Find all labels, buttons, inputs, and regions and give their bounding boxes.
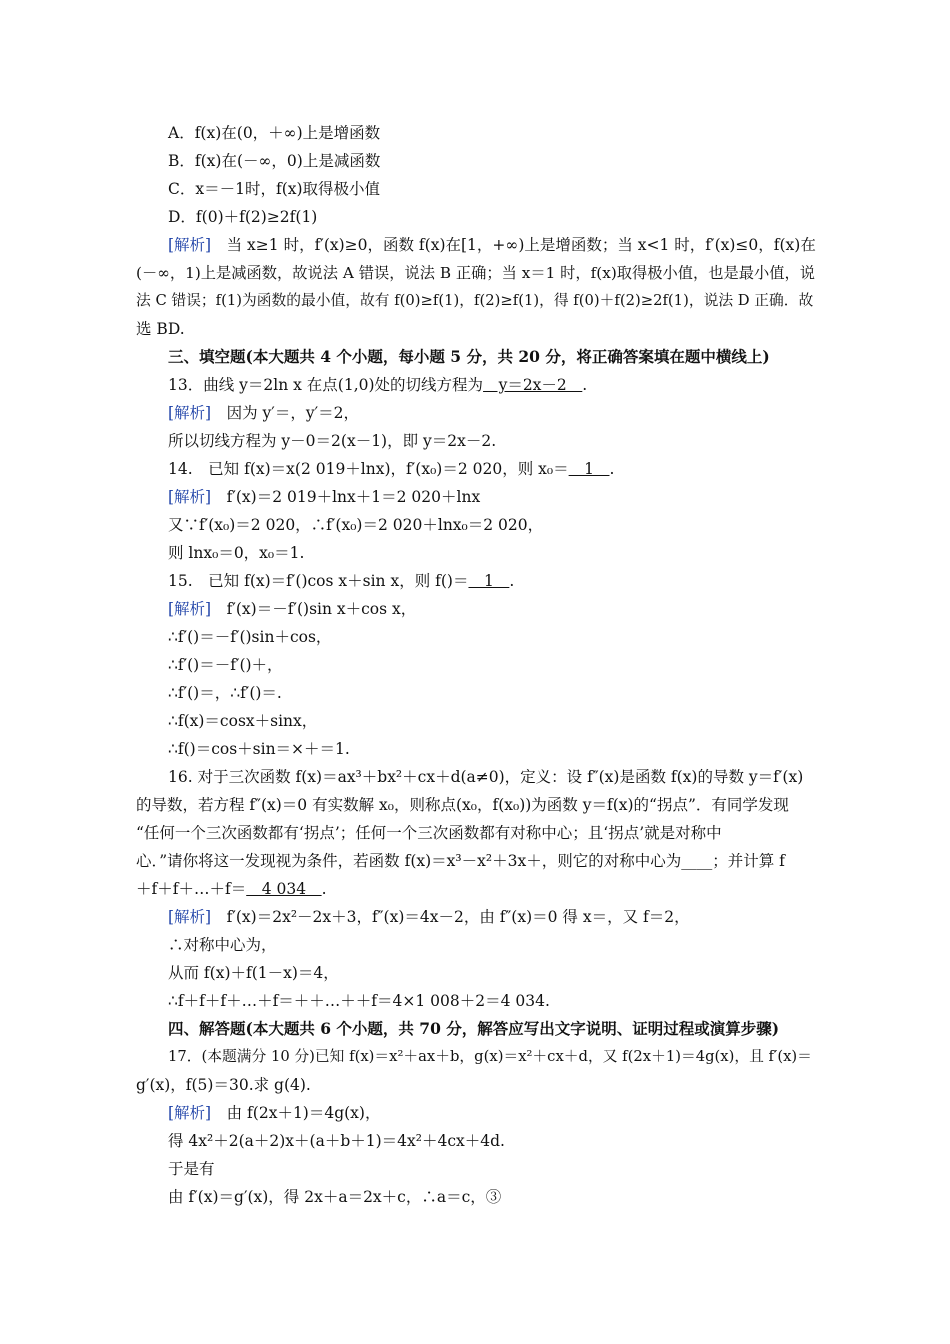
analysis-text: f′(x)＝2x²－2x＋3，f″(x)＝4x－2，由 f″(x)＝0 得 x＝，又 f＝2， — [226, 908, 690, 926]
text-line: 从而 f(x)＋f(1－x)＝4， — [168, 964, 339, 982]
analysis-line — [168, 1099, 816, 1127]
text-line: 所以切线方程为 y－0＝2(x－1)，即 y＝2x－2. — [168, 432, 497, 450]
answer-blank: 4 034 — [246, 880, 322, 898]
question-text: 15. 已知 f(x)＝f′()cos x＋sin x，则 f()＝ — [168, 572, 469, 590]
option-b: B．f(x)在(－∞，0)上是减函数 — [168, 152, 381, 170]
analysis-tag: [解析] — [168, 600, 212, 618]
text-line: g′(x)，f(5)＝30.求 g(4). — [136, 1076, 311, 1094]
text-line: 法 C 错误；f(1)为函数的最小值，故有 f(0)≥f(1)，f(2)≥f(1)，得 f(0)＋f(2)≥2f(1)，说法 D 正确．故 — [136, 292, 814, 309]
text-line: 又∵f′(x₀)＝2 020，∴f′(x₀)＝2 020＋lnx₀＝2 020， — [168, 516, 544, 534]
question-end: . — [582, 376, 588, 394]
text-line: 的导数，若方程 f″(x)＝0 有实数解 x₀，则称点(x₀，f(x₀))为函数 y＝f(x)的“拐点”．有同学发现 — [136, 796, 789, 814]
text-line: ∴f＋f＋f＋…＋f＝＋＋…＋＋f＝4×1 008＋2＝4 034. — [168, 992, 550, 1010]
text-line: ∴f(x)＝cosx＋sinx， — [168, 712, 318, 730]
question-end: . — [509, 572, 515, 590]
analysis-text: 因为 y′＝，y′＝2， — [226, 404, 359, 422]
analysis-text: 当 x≥1 时，f′(x)≥0，函数 f(x)在[1，+∞)上是增函数；当 x<1 时，f′(x)≤0，f(x)在 — [226, 236, 816, 254]
text-line: 由 f′(x)＝g′(x)，得 2x＋a＝2x＋c，∴a＝c，③ — [168, 1188, 502, 1206]
text-line: 心．”请你将这一发现视为条件，若函数 f(x)＝x³－x²＋3x＋，则它的对称中心为____；并计算 f — [136, 852, 785, 870]
text-line: “任何一个三次函数都有‘拐点’；任何一个三次函数都有对称中心；且‘拐点’就是对称中 — [136, 824, 722, 842]
analysis-line — [168, 483, 816, 511]
text-line: (－∞，1)上是减函数，故说法 A 错误，说法 B 正确；当 x＝1 时，f(x)取得极小值，也是最小值，说 — [136, 264, 816, 282]
analysis-tag: [解析] — [168, 488, 212, 506]
text-line: ∴f()＝cos＋sin＝×＋＝1. — [168, 740, 350, 758]
analysis-tag: [解析] — [168, 404, 212, 422]
question-16-answer-line — [136, 875, 816, 903]
answer-blank: 1 — [468, 572, 510, 590]
section-heading-fill-in: 三、填空题(本大题共 4 个小题，每小题 5 分，共 20 分，将正确答案填在题中横线上) — [168, 347, 770, 366]
question-text: 14. 已知 f(x)＝x(2 019＋lnx)，f′(x₀)＝2 020，则 x₀＝ — [168, 460, 569, 478]
analysis-tag: [解析] — [168, 236, 212, 254]
question-text: 13．曲线 y＝2ln x 在点(1,0)处的切线方程为 — [168, 376, 484, 394]
question-17: 17．(本题满分 10 分)已知 f(x)＝x²＋ax＋b，g(x)＝x²＋cx＋d，又 f(2x＋1)＝4g(x)，且 f′(x)＝ — [168, 1048, 812, 1065]
analysis-text: 由 f(2x＋1)＝4g(x)， — [226, 1104, 381, 1122]
answer-blank: 1 — [568, 460, 610, 478]
text-line: ∴f′()＝－f′()＋， — [168, 656, 283, 674]
section-heading-solutions: 四、解答题(本大题共 6 个小题，共 70 分，解答应写出文字说明、证明过程或演算步骤) — [168, 1019, 780, 1038]
text-line: 选 BD. — [136, 320, 185, 338]
analysis-tag: [解析] — [168, 1104, 212, 1122]
answer-blank: y＝2x－2 — [483, 376, 583, 394]
question-13 — [168, 371, 816, 399]
text-line: ∴对称中心为， — [168, 936, 277, 954]
analysis-line — [168, 903, 816, 931]
text-line: ∴f′()＝－f′()sin＋cos， — [168, 628, 332, 646]
text-line: 得 4x²＋2(a＋2)x＋(a＋b＋1)＝4x²＋4cx＋4d. — [168, 1132, 505, 1150]
question-14 — [168, 455, 816, 483]
option-a: A．f(x)在(0，＋∞)上是增函数 — [168, 124, 381, 142]
question-16: 16. 对于三次函数 f(x)＝ax³＋bx²＋cx＋d(a≠0)，定义：设 f″(x)是函数 f(x)的导数 y＝f′(x) — [168, 768, 804, 786]
question-text: ＋f＋f＋…＋f＝ — [136, 880, 247, 898]
analysis-line — [168, 399, 816, 427]
option-d: D．f(0)＋f(2)≥2f(1) — [168, 208, 318, 226]
analysis-text: f′(x)＝－f′()sin x＋cos x， — [226, 600, 417, 618]
question-15 — [168, 567, 816, 595]
analysis-text: f′(x)＝2 019＋lnx＋1＝2 020＋lnx — [226, 488, 481, 506]
option-c: C．x＝－1时，f(x)取得极小值 — [168, 180, 381, 198]
text-line: 则 lnx₀＝0，x₀＝1. — [168, 544, 305, 562]
question-end: . — [609, 460, 615, 478]
question-end: . — [321, 880, 327, 898]
analysis-line — [168, 595, 816, 623]
text-line: 于是有 — [168, 1160, 215, 1178]
analysis-line — [168, 231, 816, 259]
text-line: ∴f′()＝，∴f′()＝. — [168, 684, 282, 702]
analysis-tag: [解析] — [168, 908, 212, 926]
